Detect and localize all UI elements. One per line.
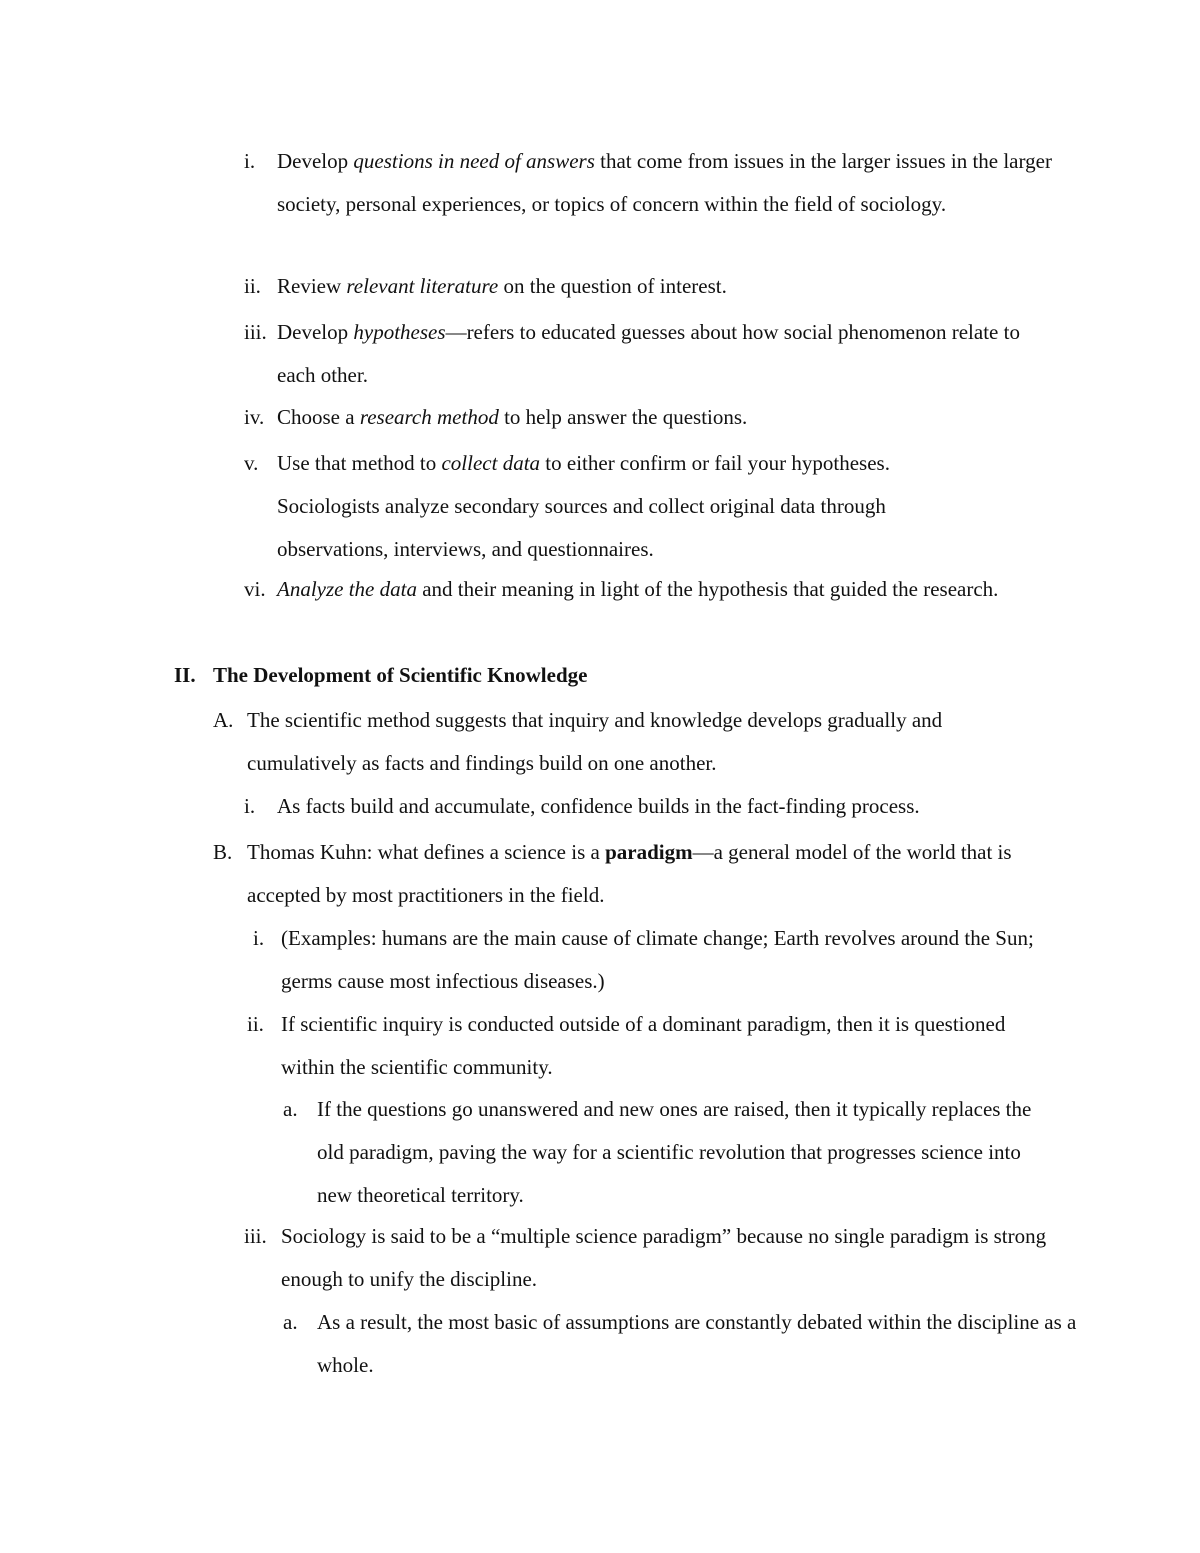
list-item-step-iv: iv. Choose a research method to help answer the questions. [277, 396, 1067, 439]
list-marker: iv. [244, 405, 265, 429]
list-item-a-i: i. As facts build and accumulate, confidence builds in the fact-finding process. [277, 785, 1067, 828]
section-marker: II. [174, 663, 196, 687]
list-marker: vi. [244, 577, 266, 601]
list-item-step-iii: iii. Develop hypotheses—refers to educated guesses about how social phenomenon relate to each other. [277, 311, 1037, 397]
list-item-b-ii: ii. If scientific inquiry is conducted outside of a dominant paradigm, then it is questioned within the scientific community. [281, 1003, 1041, 1089]
list-marker: i. [244, 149, 256, 173]
list-marker: a. [283, 1310, 298, 1334]
list-item-b-i: i. (Examples: humans are the main cause of climate change; Earth revolves around the Sun; germs cause most infectious diseases.) [281, 917, 1066, 1003]
list-marker: i. [244, 794, 256, 818]
list-item-a: A. The scientific method suggests that inquiry and knowledge develops gradually and cumulatively as facts and findings build on one another. [247, 699, 1047, 785]
section-heading-ii [174, 654, 1013, 697]
list-marker: B. [213, 840, 233, 864]
list-marker: a. [283, 1097, 298, 1121]
list-item-step-i: i. Develop questions in need of answers that come from issues in the larger issues in the larger society, personal experiences, or topics of concern within the field of sociology. [277, 140, 1067, 226]
list-marker: ii. [247, 1012, 264, 1036]
list-marker: iii. [244, 320, 267, 344]
list-item-b-iii-a: a. As a result, the most basic of assumptions are constantly debated within the discipline as a whole. [317, 1301, 1077, 1387]
list-marker: ii. [244, 274, 261, 298]
list-item-b-ii-a: a. If the questions go unanswered and new ones are raised, then it typically replaces the old paradigm, paving the way for a scientific revolution that progresses science into new theoretical territory. [317, 1088, 1052, 1217]
list-marker: v. [244, 451, 259, 475]
list-marker: A. [213, 708, 234, 732]
list-item-step-v: v. Use that method to collect data to either confirm or fail your hypotheses. Sociologists analyze secondary sources and collect original data through observations, interviews, and questionnaires. [277, 442, 987, 571]
list-item-b: B. Thomas Kuhn: what defines a science is a paradigm—a general model of the world that is accepted by most practitioners in the field. [247, 831, 1062, 917]
list-item-b-iii: iii. Sociology is said to be a “multiple science paradigm” because no single paradigm is strong enough to unify the discipline. [281, 1215, 1071, 1301]
list-item-step-vi: vi. Analyze the data and their meaning in light of the hypothesis that guided the research. [277, 568, 1037, 611]
list-marker: i. [253, 926, 265, 950]
list-marker: iii. [244, 1224, 267, 1248]
section-title: The Development of Scientific Knowledge [213, 663, 588, 687]
list-item-step-ii: ii. Review relevant literature on the question of interest. [277, 265, 1067, 308]
